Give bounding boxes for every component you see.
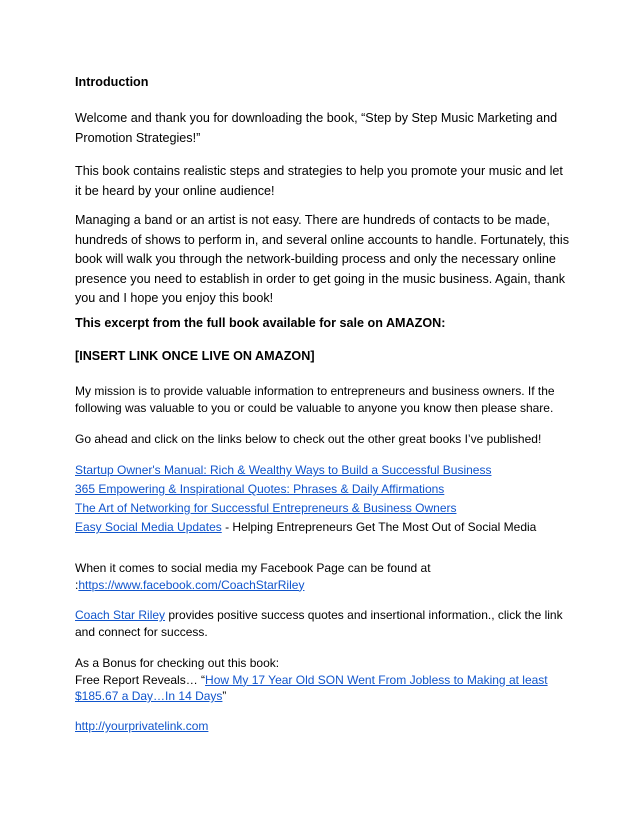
coach-star-riley-link[interactable]: Coach Star Riley [75,608,166,622]
bonus-suffix: ” [222,689,227,703]
bonus-intro: As a Bonus for checking out this book: [75,656,280,670]
book-link-easy-social-media[interactable]: Easy Social Media Updates [75,520,222,534]
coach-paragraph [75,607,570,640]
coach-description: provides positive success quotes and insertional information., click the link and connect for success. [75,608,563,639]
contains-paragraph: This book contains realistic steps and strategies to help you promote your music and let it be heard by your online audience! [75,164,563,198]
go-ahead-line: Go ahead and click on the links below to check out the other great books I’ve published! [75,432,542,446]
excerpt-line: This excerpt from the full book available for sale on AMAZON: [75,316,446,330]
facebook-page-link[interactable]: https://www.facebook.com/CoachStarRiley [78,577,305,592]
managing-paragraph: Managing a band or an artist is not easy. There are hundreds of contacts to be made, hundreds of shows to perform in, and several online accounts to handle. Fortunately, this book will walk you through the network-building process and only the necessary online presence you need to establish in order to get going in the music business. Again, thank you and I hope you enjoy this book! [75,213,570,305]
private-link-line [75,718,570,735]
private-link[interactable]: http://yourprivatelink.com [75,719,209,733]
book-link-startup-manual[interactable]: Startup Owner's Manual: Rich & Wealthy Ways to Build a Successful Business [75,463,492,477]
book-list [75,462,570,536]
book-link-365-quotes[interactable]: 365 Empowering & Inspirational Quotes: Phrases & Daily Affirmations [75,482,445,496]
welcome-paragraph: Welcome and thank you for downloading the book, “Step by Step Music Marketing and Promotion Strategies!” [75,111,558,145]
social-prefix: : [75,577,79,592]
social-media-intro: When it comes to social media my Facebook Page can be found at [75,561,431,575]
bonus-paragraph [75,655,570,705]
book-description-social-media: - Helping Entrepreneurs Get The Most Out of Social Media [221,520,537,534]
bonus-prefix: Free Report Reveals… “ [75,672,206,687]
intro-heading: Introduction [75,75,149,89]
book-link-art-of-networking[interactable]: The Art of Networking for Successful Entrepreneurs & Business Owners [75,501,457,515]
free-report-link[interactable]: How My 17 Year Old SON Went From Jobless to Making at least $185.67 a Day…In 14 Days [75,672,548,703]
social-media-paragraph [75,560,570,593]
insert-link-line: [INSERT LINK ONCE LIVE ON AMAZON] [75,349,315,363]
mission-paragraph: My mission is to provide valuable information to entrepreneurs and business owners. If the following was valuable to you or could be valuable to anyone you know then please share. [75,384,555,415]
